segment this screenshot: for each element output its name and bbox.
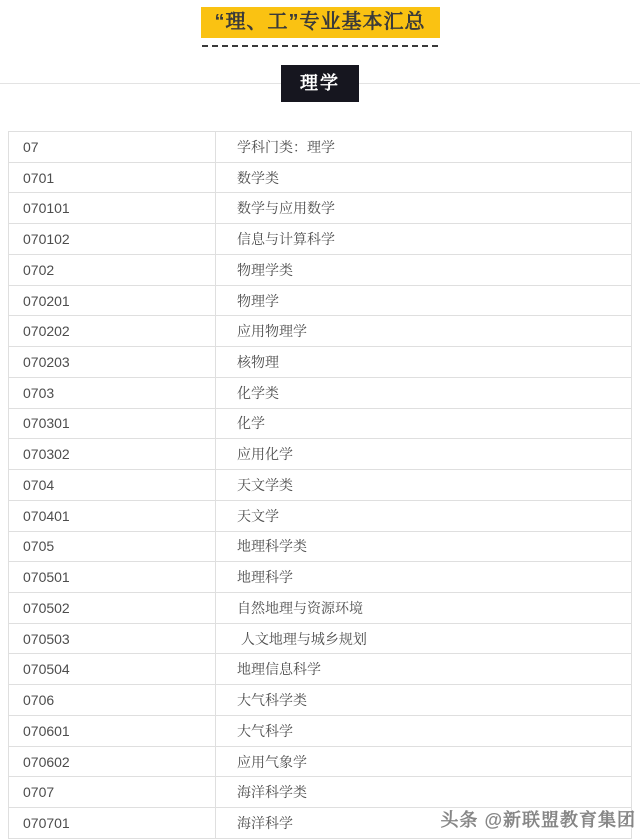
major-name-cell: 天文学 [216, 500, 632, 531]
major-code-cell: 070701 [9, 808, 216, 839]
major-code-cell: 070602 [9, 746, 216, 777]
major-code-cell: 070301 [9, 408, 216, 439]
table-row [9, 132, 632, 163]
major-code-cell: 070501 [9, 562, 216, 593]
table-row [9, 162, 632, 193]
table-row [9, 715, 632, 746]
page-header [0, 0, 640, 102]
major-code-cell: 070503 [9, 623, 216, 654]
major-name-cell: 数学与应用数学 [216, 193, 632, 224]
major-name-cell: 学科门类：理学 [216, 132, 632, 163]
major-name-cell: 化学 [216, 408, 632, 439]
major-code-cell: 070102 [9, 224, 216, 255]
major-code-cell: 070202 [9, 316, 216, 347]
table-row [9, 654, 632, 685]
major-code-cell: 0701 [9, 162, 216, 193]
major-name-cell: 应用物理学 [216, 316, 632, 347]
major-name-cell: 大气科学类 [216, 685, 632, 716]
major-name-cell: 海洋科学类 [216, 777, 632, 808]
table-row [9, 777, 632, 808]
table-row [9, 470, 632, 501]
table-row [9, 500, 632, 531]
major-code-cell: 070601 [9, 715, 216, 746]
section-badge: 理学 [281, 65, 359, 102]
table-row [9, 623, 632, 654]
major-name-cell: 物理学类 [216, 254, 632, 285]
table-row [9, 254, 632, 285]
major-name-cell: 地理科学类 [216, 531, 632, 562]
major-code-cell: 070502 [9, 593, 216, 624]
table-row [9, 193, 632, 224]
watermark: 头条 @新联盟教育集团 [440, 810, 636, 830]
table-row [9, 746, 632, 777]
table-row [9, 562, 632, 593]
major-name-cell: 地理信息科学 [216, 654, 632, 685]
major-code-cell: 070101 [9, 193, 216, 224]
major-name-cell: 人文地理与城乡规划 [216, 623, 632, 654]
section-header [0, 65, 640, 102]
major-code-cell: 070201 [9, 285, 216, 316]
major-name-cell: 物理学 [216, 285, 632, 316]
major-code-cell: 0706 [9, 685, 216, 716]
major-name-cell: 核物理 [216, 347, 632, 378]
major-code-cell: 070504 [9, 654, 216, 685]
major-code-cell: 070401 [9, 500, 216, 531]
major-name-cell: 地理科学 [216, 562, 632, 593]
major-name-cell: 化学类 [216, 377, 632, 408]
major-name-cell: 大气科学 [216, 715, 632, 746]
majors-table-body [9, 132, 632, 839]
table-row [9, 377, 632, 408]
major-code-cell: 0705 [9, 531, 216, 562]
majors-table [8, 131, 632, 839]
major-code-cell: 0707 [9, 777, 216, 808]
table-row [9, 285, 632, 316]
major-code-cell: 0704 [9, 470, 216, 501]
title-banner: “理、工”专业基本汇总 [201, 7, 440, 38]
major-code-cell: 0703 [9, 377, 216, 408]
major-name-cell: 信息与计算科学 [216, 224, 632, 255]
table-row [9, 316, 632, 347]
major-code-cell: 0702 [9, 254, 216, 285]
table-row [9, 408, 632, 439]
major-name-cell: 海洋科学 [216, 808, 632, 839]
major-code-cell: 07 [9, 132, 216, 163]
dashed-divider [202, 45, 438, 47]
major-name-cell: 数学类 [216, 162, 632, 193]
table-row [9, 224, 632, 255]
table-row [9, 531, 632, 562]
table-row [9, 685, 632, 716]
major-name-cell: 自然地理与资源环境 [216, 593, 632, 624]
table-row [9, 347, 632, 378]
table-row [9, 439, 632, 470]
major-name-cell: 应用化学 [216, 439, 632, 470]
major-name-cell: 应用气象学 [216, 746, 632, 777]
major-code-cell: 070203 [9, 347, 216, 378]
major-name-cell: 天文学类 [216, 470, 632, 501]
table-row [9, 593, 632, 624]
major-code-cell: 070302 [9, 439, 216, 470]
